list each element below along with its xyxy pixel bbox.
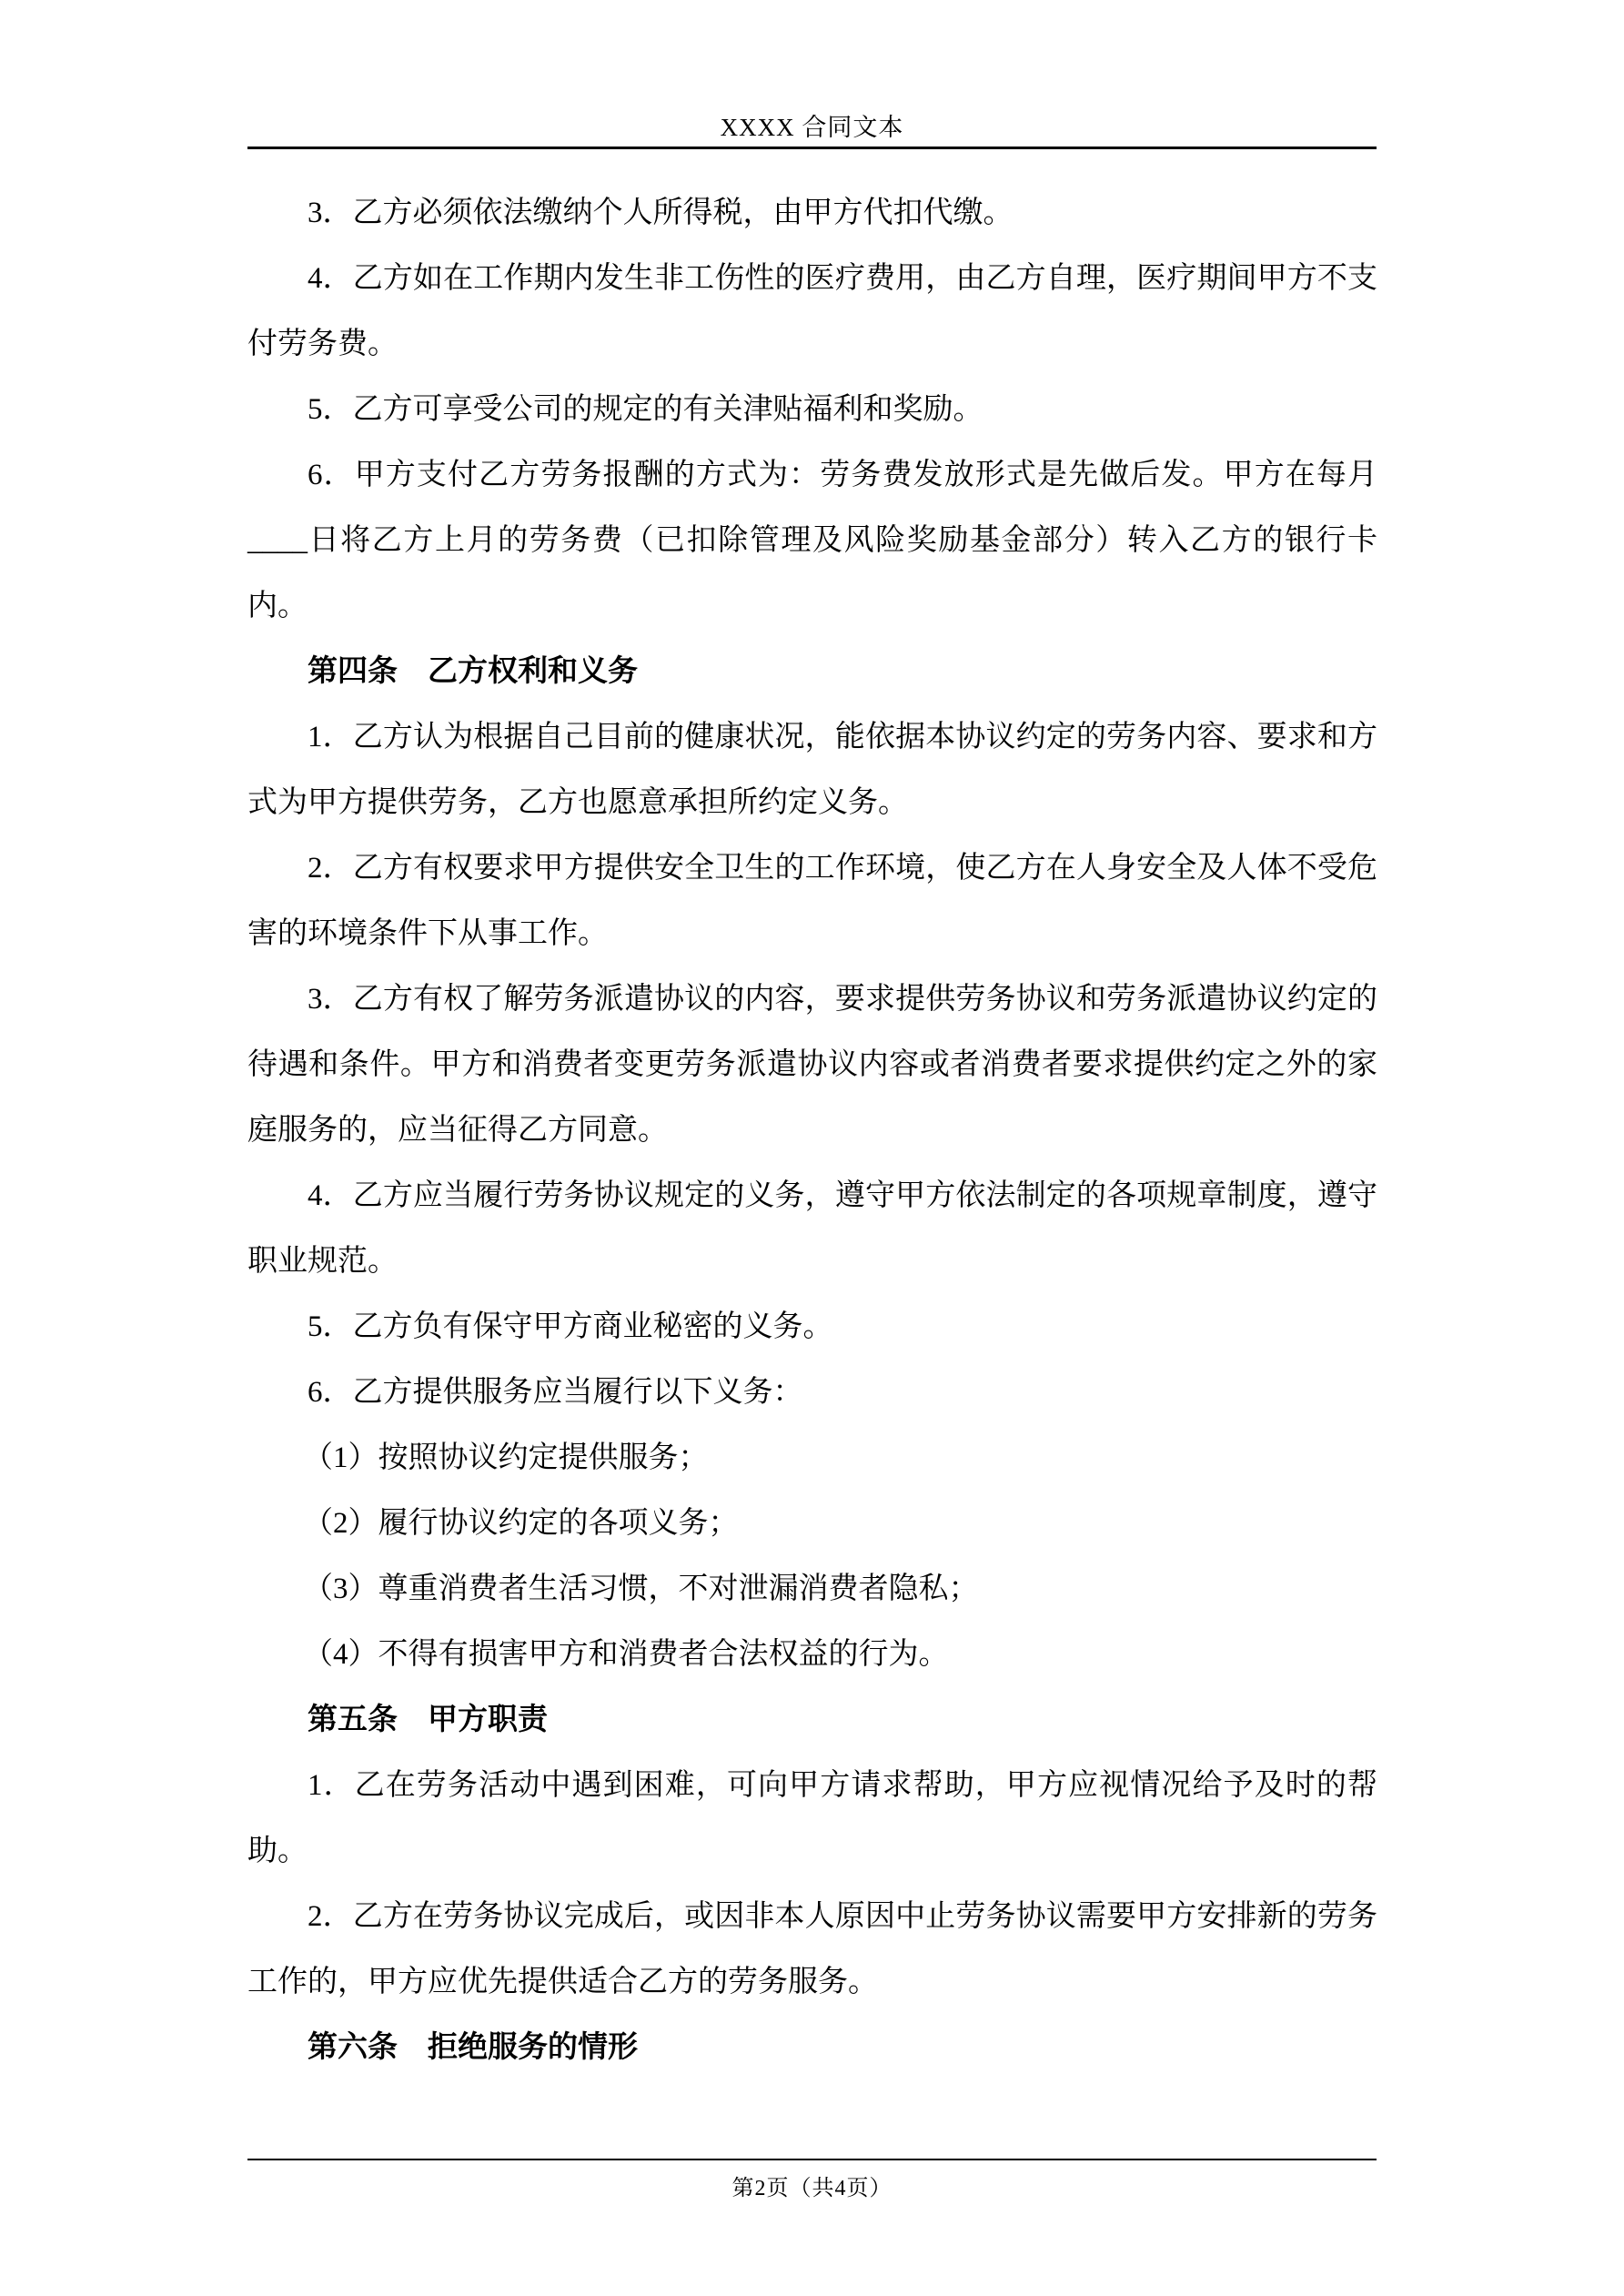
page-header [247,0,1377,155]
paragraph: 6．乙方提供服务应当履行以下义务： [308,1376,803,1409]
section-heading: 第五条 甲方职责 [308,1704,548,1736]
page-footer [247,2159,1377,2201]
paragraph: （1）按照协议约定提供服务； [303,1441,709,1474]
section-heading: 第六条 拒绝服务的情形 [308,2031,638,2064]
paragraph: 1．乙方认为根据自己目前的健康状况，能依据本协议约定的劳务内容、要求和方式为甲方提供劳务，乙方也愿意承担所约定义务。 [247,721,1377,819]
page-number: 第2页（共4页） [731,2177,893,2200]
footer-divider [247,2159,1377,2160]
section-heading: 第四条 乙方权利和义务 [308,655,638,688]
paragraph: 6．甲方支付乙方劳务报酬的方式为：劳务费发放形式是先做后发。甲方在每月____日将乙方上月的劳务费（已扣除管理及风险奖励基金部分）转入乙方的银行卡内。 [247,459,1377,622]
paragraph: 3．乙方必须依法缴纳个人所得税，由甲方代扣代缴。 [308,197,1014,229]
paragraph: 3．乙方有权了解劳务派遣协议的内容，要求提供劳务协议和劳务派遣协议约定的待遇和条件。甲方和消费者变更劳务派遣协议内容或者消费者要求提供约定之外的家庭服务的，应当征得乙方同意。 [247,983,1377,1147]
paragraph: 4．乙方如在工作期内发生非工伤性的医疗费用，由乙方自理，医疗期间甲方不支付劳务费。 [247,262,1377,360]
paragraph: 2．乙方有权要求甲方提供安全卫生的工作环境，使乙方在人身安全及人体不受危害的环境条件下从事工作。 [247,852,1377,950]
header-title: XXXX 合同文本 [720,114,904,141]
paragraph: 4．乙方应当履行劳务协议规定的义务，遵守甲方依法制定的各项规章制度，遵守职业规范。 [247,1179,1377,1278]
paragraph: 5．乙方负有保守甲方商业秘密的义务。 [308,1310,833,1343]
paragraph: （4）不得有损害甲方和消费者合法权益的行为。 [303,1638,949,1671]
paragraph: 5．乙方可享受公司的规定的有关津贴福利和奖励。 [308,393,983,426]
header-divider [247,147,1377,149]
paragraph: （2）履行协议约定的各项义务； [303,1507,739,1540]
document-body [247,180,1377,2080]
paragraph: 2．乙方在劳务协议完成后，或因非本人原因中止劳务协议需要甲方安排新的劳务工作的，甲方应优先提供适合乙方的劳务服务。 [247,1900,1377,1998]
paragraph: （3）尊重消费者生活习惯，不对泄漏消费者隐私； [303,1573,979,1605]
paragraph: 1．乙在劳务活动中遇到困难，可向甲方请求帮助，甲方应视情况给予及时的帮助。 [247,1769,1377,1867]
